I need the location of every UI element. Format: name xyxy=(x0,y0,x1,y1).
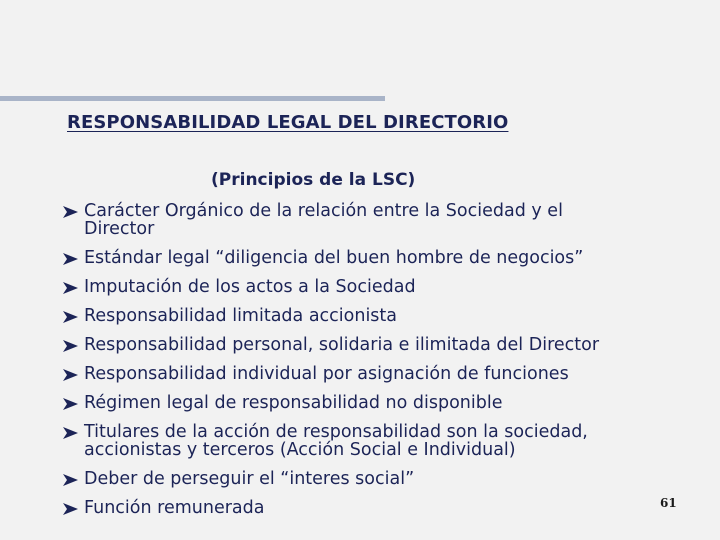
bullet-text: Responsabilidad limitada accionista xyxy=(84,306,398,326)
arrow-bullet-icon xyxy=(62,281,80,295)
arrow-bullet-icon xyxy=(62,205,80,219)
bullet-text: Régimen legal de responsabilidad no disponible xyxy=(84,393,503,413)
page-number: 61 xyxy=(660,496,677,510)
bullet-list xyxy=(62,197,702,523)
arrow-bullet-icon xyxy=(62,252,80,266)
bullet-text-continued: accionistas y terceros (Acción Social e Individual) xyxy=(84,440,516,460)
slide-title: RESPONSABILIDAD LEGAL DEL DIRECTORIO xyxy=(67,112,509,133)
arrow-bullet-icon xyxy=(62,368,80,382)
bullet-text: Carácter Orgánico de la relación entre la Sociedad y el xyxy=(84,201,563,221)
arrow-bullet-icon xyxy=(62,397,80,411)
arrow-bullet-icon xyxy=(62,310,80,324)
bullet-text: Deber de perseguir el “interes social” xyxy=(84,469,415,489)
bullet-item xyxy=(62,418,702,465)
bullet-item xyxy=(62,465,702,494)
arrow-bullet-icon xyxy=(62,339,80,353)
bullet-item xyxy=(62,273,702,302)
bullet-text: Titulares de la acción de responsabilidad son la sociedad, xyxy=(84,422,588,442)
bullet-item xyxy=(62,389,702,418)
bullet-item xyxy=(62,360,702,389)
bullet-item xyxy=(62,244,702,273)
slide-subtitle: (Principios de la LSC) xyxy=(211,170,416,190)
bullet-item xyxy=(62,197,702,244)
bullet-item xyxy=(62,331,702,360)
arrow-bullet-icon xyxy=(62,426,80,440)
arrow-bullet-icon xyxy=(62,502,80,516)
bullet-text: Estándar legal “diligencia del buen hombre de negocios” xyxy=(84,248,584,268)
decorative-top-bar xyxy=(0,96,385,101)
bullet-item xyxy=(62,494,702,523)
arrow-bullet-icon xyxy=(62,473,80,487)
bullet-text: Responsabilidad individual por asignación de funciones xyxy=(84,364,569,384)
bullet-text: Responsabilidad personal, solidaria e ilimitada del Director xyxy=(84,335,600,355)
bullet-text: Función remunerada xyxy=(84,498,265,518)
bullet-item xyxy=(62,302,702,331)
bullet-text-continued: Director xyxy=(84,219,155,239)
bullet-text: Imputación de los actos a la Sociedad xyxy=(84,277,416,297)
